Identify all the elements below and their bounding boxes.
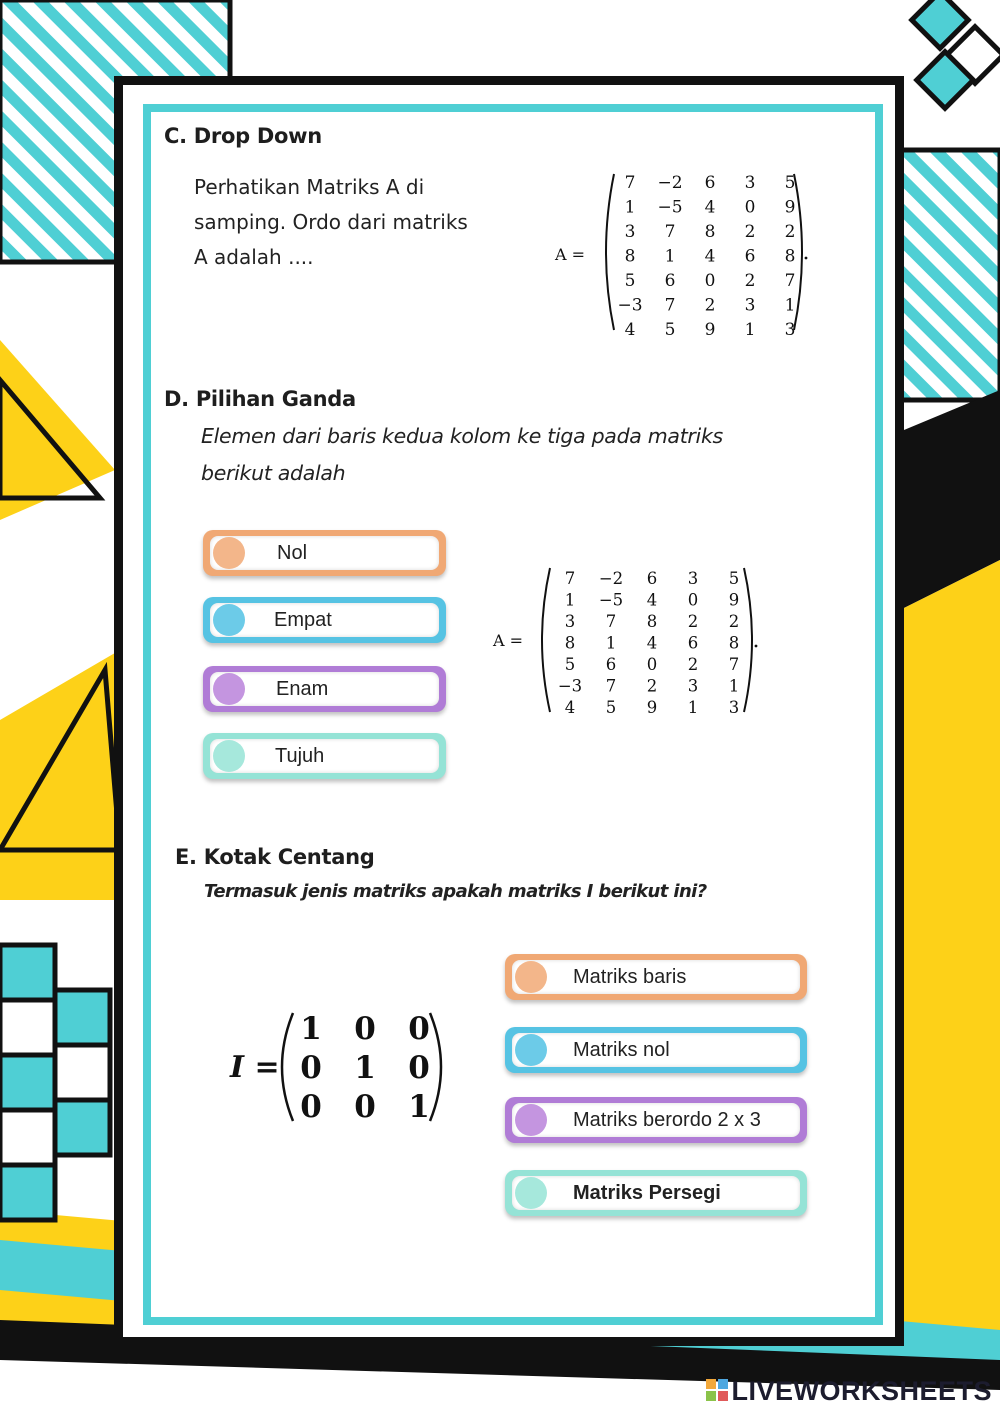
matrix-cell: 0 [687,590,699,610]
liveworksheets-logo [706,1376,992,1407]
matrix-cell: 8 [624,246,636,267]
matrix-cell: 5 [728,569,740,588]
matrix-cell: 9 [704,320,716,338]
matrix-cell: 6 [744,246,756,267]
matrix-cell: 0 [408,1050,430,1086]
matrix-cell: 1 [744,320,756,338]
matrix-cell: 6 [687,633,699,653]
matrix-label: A = [493,631,524,650]
matrix-cell: 1 [784,295,796,316]
matrix-cell: 1 [664,246,676,267]
matrix-cell: 5 [624,271,636,291]
matrix-cell: −2 [598,569,624,588]
section-d-question-line: berikut adalah [201,461,346,485]
section-c-prompt-line: samping. Ordo dari matriks [194,210,468,234]
liveworksheets-brand: LIVEWORKSHEETS [731,1376,992,1406]
matrix-a-section-d [490,560,765,720]
matrix-cell: 0 [300,1089,322,1125]
matrix-cell: 5 [605,698,617,717]
option-label: Tujuh [275,745,325,767]
matrix-cell: 3 [744,295,756,316]
matrix-cell: 3 [687,569,699,588]
matrix-label: A = [555,245,586,264]
matrix-cell: 1 [605,633,617,653]
matrix-cell: 3 [624,222,636,242]
matrix-cell: 7 [624,173,636,193]
section-c-heading: C. Drop Down [164,124,322,148]
matrix-cell: 2 [704,295,716,316]
matrix-cell: 1 [687,698,699,717]
identity-matrix-label: I = [230,1050,280,1085]
matrix-cell: 2 [687,655,699,674]
matrix-cell: 0 [704,271,716,291]
matrix-cell: 4 [646,633,658,653]
section-c-prompt-line: A adalah .... [194,245,314,269]
matrix-cell: −3 [617,295,643,316]
matrix-cell: 2 [744,271,756,291]
checkbox-matriks-baris[interactable] [505,954,807,1000]
identity-matrix [225,1005,455,1130]
matrix-cell: 7 [664,222,676,242]
matrix-cell: 4 [624,320,636,338]
option-enam[interactable] [203,666,446,712]
matrix-cell: 7 [664,295,676,316]
matrix-cell: 8 [784,246,796,267]
option-label: Enam [276,678,329,700]
option-label: Matriks nol [573,1039,670,1061]
matrix-cell: 8 [704,222,716,242]
option-label: Empat [274,609,332,631]
matrix-cell: 3 [687,676,699,696]
option-empat[interactable] [203,597,446,643]
matrix-cell: 5 [784,173,796,193]
matrix-cell: −5 [657,197,683,218]
matrix-cell: 1 [408,1089,430,1125]
matrix-cell: 3 [564,612,576,631]
matrix-cell: 5 [664,320,676,338]
matrix-cell: 2 [744,222,756,242]
section-d-question [201,418,781,492]
matrix-cell: 8 [564,633,576,653]
matrix-cell: 2 [646,676,658,696]
matrix-cell: 6 [704,173,716,193]
matrix-cell: 4 [564,698,576,717]
matrix-cell: 4 [646,590,658,610]
matrix-cell: 2 [728,612,740,631]
option-label: Matriks Persegi [573,1182,721,1204]
checkbox-matriks-nol[interactable] [505,1027,807,1073]
matrix-a-section-c [550,168,815,338]
matrix-cell: 3 [744,173,756,193]
option-nol[interactable] [203,530,446,576]
matrix-cell: 9 [784,197,796,218]
matrix-cell: 8 [646,612,658,631]
option-label: Matriks berordo 2 x 3 [573,1109,761,1131]
matrix-cell: 7 [784,271,796,291]
matrix-cell: 6 [664,271,676,291]
matrix-cell: 7 [564,569,576,588]
matrix-cell: 0 [354,1011,376,1047]
matrix-cell: 0 [744,197,756,218]
matrix-cell: 0 [646,655,658,674]
section-c-prompt-line: Perhatikan Matriks A di [194,175,425,199]
matrix-cell: 8 [728,633,740,653]
matrix-cell: 0 [408,1011,430,1047]
matrix-cell: 1 [564,590,576,610]
matrix-cell: 9 [728,590,740,610]
matrix-cell: 1 [354,1050,376,1086]
matrix-cell: 7 [605,676,617,696]
matrix-cell: −2 [657,173,683,193]
matrix-cell: 9 [646,698,658,717]
matrix-cell: 0 [354,1089,376,1125]
matrix-cell: 3 [728,698,740,717]
section-d-heading: D. Pilihan Ganda [164,387,356,411]
matrix-cell: 7 [728,655,740,674]
matrix-cell: 0 [300,1050,322,1086]
matrix-cell: 7 [605,612,617,631]
option-label: Matriks baris [573,966,687,988]
section-d-question-line: Elemen dari baris kedua kolom ke tiga pada matriks [201,424,723,448]
option-label: Nol [277,542,308,564]
liveworksheets-icon [706,1379,728,1401]
matrix-cell: 3 [784,320,796,338]
matrix-cell: 1 [300,1011,322,1047]
matrix-cell: 4 [704,246,716,267]
option-tujuh[interactable] [203,733,446,779]
matrix-cell: 2 [784,222,796,242]
matrix-cell: 5 [564,655,576,674]
checkbox-matriks-persegi[interactable] [505,1170,807,1216]
matrix-cell: 6 [646,569,658,588]
matrix-cell: 2 [687,612,699,631]
matrix-cell: 1 [624,197,636,218]
matrix-cell: 1 [728,676,740,696]
section-e-question: Termasuk jenis matriks apakah matriks I berikut ini? [204,881,707,902]
matrix-cell: 4 [704,197,716,218]
section-c-prompt [194,170,524,275]
matrix-cell: 6 [605,655,617,674]
section-e-heading: E. Kotak Centang [175,845,375,869]
matrix-cell: −3 [557,676,583,696]
matrix-cell: −5 [598,590,624,610]
checkbox-matriks-berordo[interactable] [505,1097,807,1143]
